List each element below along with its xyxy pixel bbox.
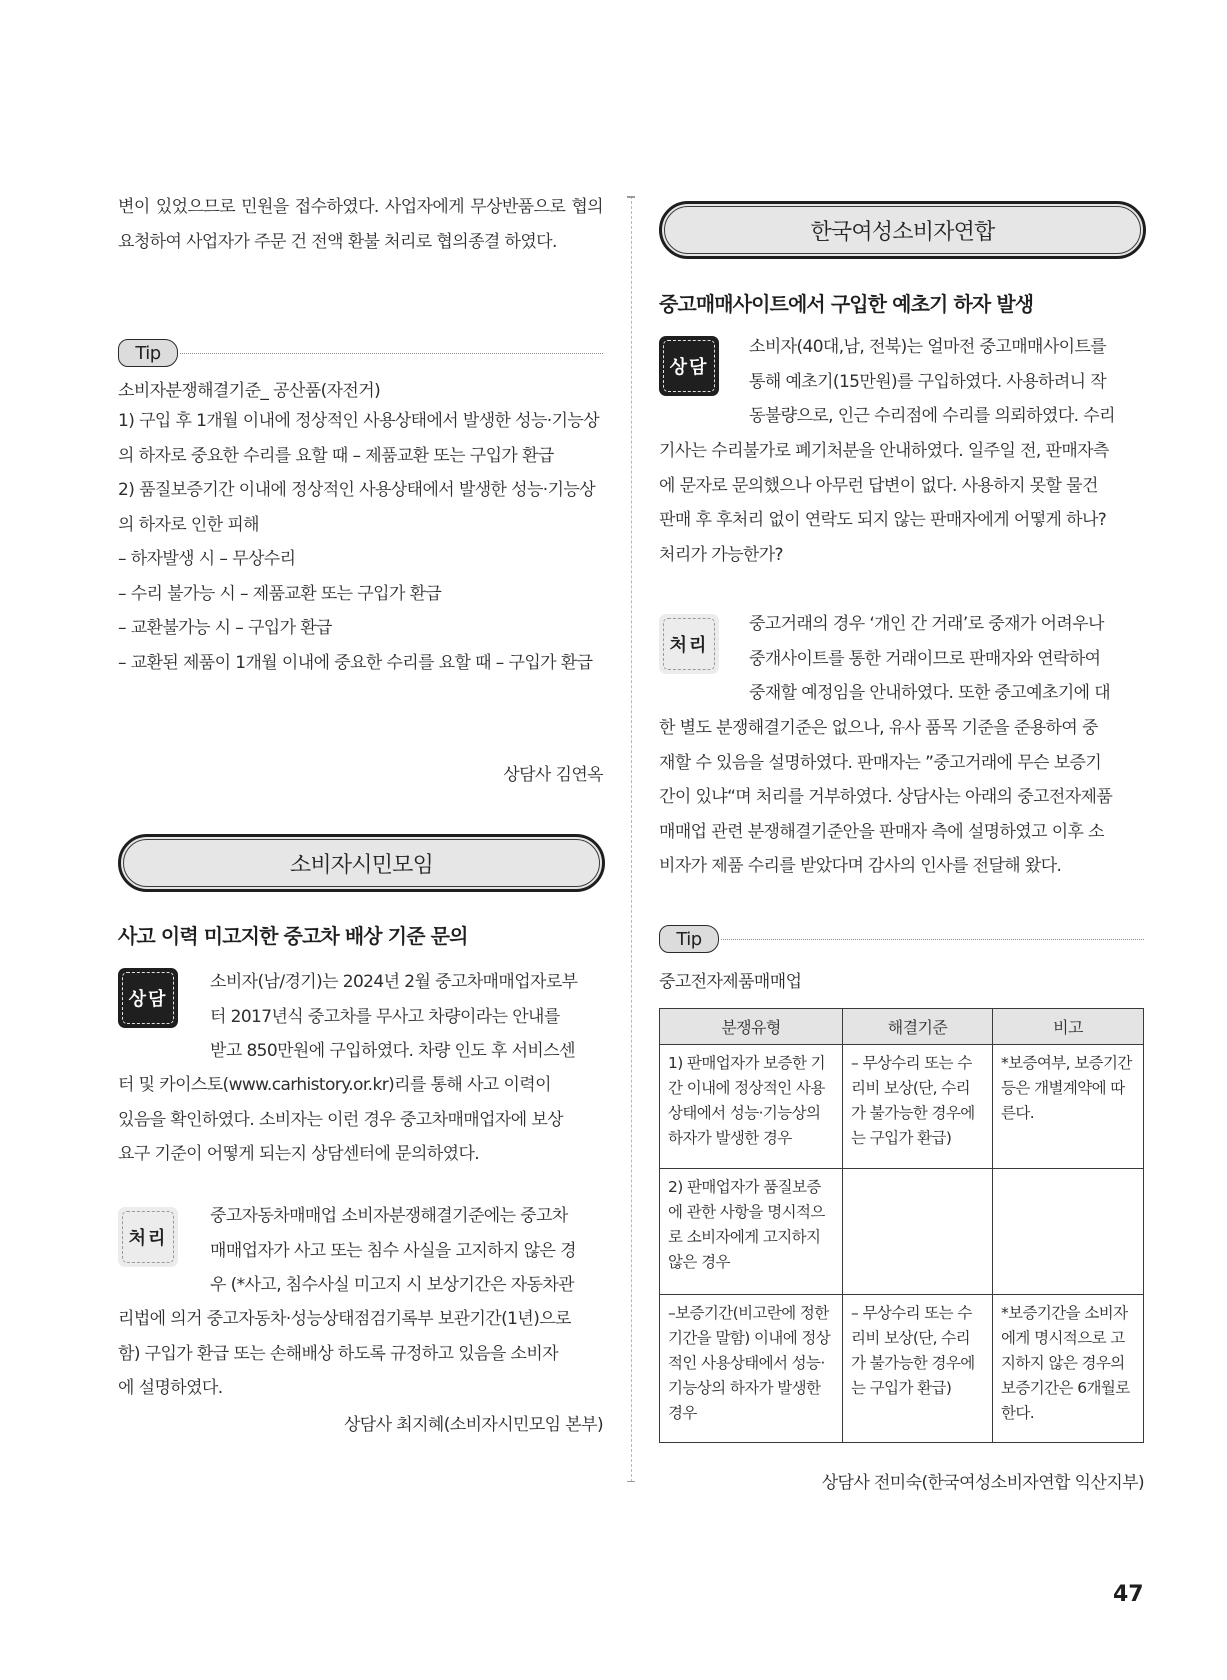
table-row: [660, 1045, 1144, 1169]
tip-list-item: – 수리 불가능 시 – 제품교환 또는 구입가 환급: [118, 583, 442, 604]
org-banner: [118, 834, 605, 892]
intro-paragraph: 변이 있었으므로 민원을 접수하였다. 사업자에게 무상반품으로 협의 요청하여 사업자가 주문 건 전액 환불 처리로 협의종결 하였다.: [118, 197, 603, 252]
table-header-cell: 해결기준: [843, 1009, 993, 1045]
table-cell: – 무상수리 또는 수리비 보상(단, 수리가 불가능한 경우에는 구입가 환급): [843, 1295, 993, 1443]
case-title: 사고 이력 미고지한 중고차 배상 기준 문의: [118, 924, 468, 948]
consult-badge: 상담: [659, 336, 719, 396]
counselor-signature: 상담사 전미숙(한국여성소비자연합 익산지부): [821, 1473, 1144, 1493]
table-cell: 2) 판매업자가 품질보증에 관한 사항을 명시적으로 소비자에게 고지하지 않은 경우: [660, 1169, 843, 1295]
org-name: 한국여성소비자연합: [810, 219, 995, 245]
org-banner: [659, 201, 1146, 259]
process-text-full: 리법에 의거 중고자동차·성능상태점검기록부 보관기간(1년)으로 함) 구입가 환급 또는 손해배상 하도록 규정하고 있음을 소비자 에 설명하였다.: [118, 1309, 571, 1398]
process-badge: 처리: [118, 1207, 178, 1267]
tip-dotted-rule: [721, 939, 1144, 940]
tip-title: 중고전자제품매매업: [659, 972, 802, 992]
tip-list-item: – 하자발생 시 – 무상수리: [118, 549, 296, 569]
tip-heading: [659, 925, 1144, 953]
table-cell: 1) 판매업자가 보증한 기간 이내에 정상적인 사용상태에서 성능·기능상의 하자가 발생한 경우: [660, 1045, 843, 1169]
process-text-indented: 중고거래의 경우 ‘개인 간 거래’로 중재가 어려우나 중개사이트를 통한 거래이므로 판매자와 연락하여 중재할 예정임을 안내하였다. 또한 중고예초기에 대: [749, 614, 1111, 703]
tip-title: 소비자분쟁해결기준_ 공산품(자전거): [118, 381, 381, 401]
dispute-standards-table: [659, 1008, 1144, 1443]
page-number: 47: [1113, 1582, 1144, 1607]
table-cell: –보증기간(비고란에 정한 기간을 말함) 이내에 정상적인 사용상태에서 성능·기능상의 하자가 발생한 경우: [660, 1295, 843, 1443]
consult-text-full: 기사는 수리불가로 폐기처분을 안내하였다. 일주일 전, 판매자측 에 문자로 문의했으나 아무런 답변이 없다. 사용하지 못할 물건 판매 후 후처리 없이 연락도 되지 않는 판매자에게 어떻게 하나? 처리가 가능한가?: [659, 441, 1109, 565]
table-header-cell: 분쟁유형: [660, 1009, 843, 1045]
table-cell: *보증기간을 소비자에게 명시적으로 고지하지 않은 경우의 보증기간은 6개월로 한다.: [993, 1295, 1144, 1443]
table-cell: – 무상수리 또는 수리비 보상(단, 수리가 불가능한 경우에는 구입가 환급): [843, 1045, 993, 1169]
process-badge: 처리: [659, 614, 719, 674]
process-text-indented: 중고자동차매매업 소비자분쟁해결기준에는 중고차 매매업자가 사고 또는 침수 사실을 고지하지 않은 경 우 (*사고, 침수사실 미고지 시 보상기간은 자동차관: [210, 1206, 576, 1295]
consult-text-indented: 소비자(남/경기)는 2024년 2월 중고차매매업자로부 터 2017년식 중고차를 무사고 차량이라는 안내를 받고 850만원에 구입하였다. 차량 인도 후 서비스센: [210, 972, 578, 1061]
counselor-signature: 상담사 최지혜(소비자시민모임 본부): [343, 1415, 603, 1435]
tip-dotted-rule: [180, 353, 603, 354]
case-title: 중고매매사이트에서 구입한 예초기 하자 발생: [659, 292, 1034, 316]
table-cell: [843, 1169, 993, 1295]
table-header-cell: 비고: [993, 1009, 1144, 1045]
column-divider: [631, 196, 632, 1482]
tip-heading: [118, 339, 603, 367]
org-name: 소비자시민모임: [289, 852, 434, 878]
table-cell: *보증여부, 보증기간 등은 개별계약에 따른다.: [993, 1045, 1144, 1169]
consult-badge: 상담: [118, 968, 178, 1028]
process-text-full: 한 별도 분쟁해결기준은 없으나, 유사 품목 기준을 준용하여 중 재할 수 있음을 설명하였다. 판매자는 ”중고거래에 무슨 보증기 간이 있냐“며 처리를 거부하였다. 상담사는 아래의 중고전자제품 매매업 관련 분쟁해결기준안을 판매자 측에 설명하였고 이후 소 비자가 제품 수리를 받았다며 감사의 인사를 전달해 왔다.: [659, 718, 1113, 876]
table-row: [660, 1295, 1144, 1443]
table-row: [660, 1169, 1144, 1295]
tip-list-item: 1) 구입 후 1개월 이내에 정상적인 사용상태에서 발생한 성능·기능상의 하자로 중요한 수리를 요할 때 – 제품교환 또는 구입가 환급: [118, 411, 600, 466]
tip-list-item: 2) 품질보증기간 이내에 정상적인 사용상태에서 발생한 성능·기능상의 하자로 인한 피해: [118, 480, 596, 535]
tip-list-item: – 교환된 제품이 1개월 이내에 중요한 수리를 요할 때 – 구입가 환급: [118, 652, 593, 673]
tip-label: Tip: [659, 925, 719, 953]
tip-label: Tip: [118, 339, 178, 367]
table-cell: [993, 1169, 1144, 1295]
consult-text-indented: 소비자(40대,남, 전북)는 얼마전 중고매매사이트를 통해 예초기(15만원)를 구입하였다. 사용하려니 작 동불량으로, 인근 수리점에 수리를 의뢰하였다. 수리: [749, 337, 1115, 426]
table-header-row: [660, 1009, 1144, 1045]
tip-list: [118, 404, 603, 680]
counselor-signature: 상담사 김연옥: [503, 765, 603, 785]
consult-text-full: 터 및 카이스토(www.carhistory.or.kr)리를 통해 사고 이력이 있음을 확인하였다. 소비자는 이런 경우 중고차매매업자에 보상 요구 기준이 어떻게 되는지 상담센터에 문의하였다.: [118, 1075, 563, 1164]
tip-list-item: – 교환불가능 시 – 구입가 환급: [118, 618, 332, 638]
